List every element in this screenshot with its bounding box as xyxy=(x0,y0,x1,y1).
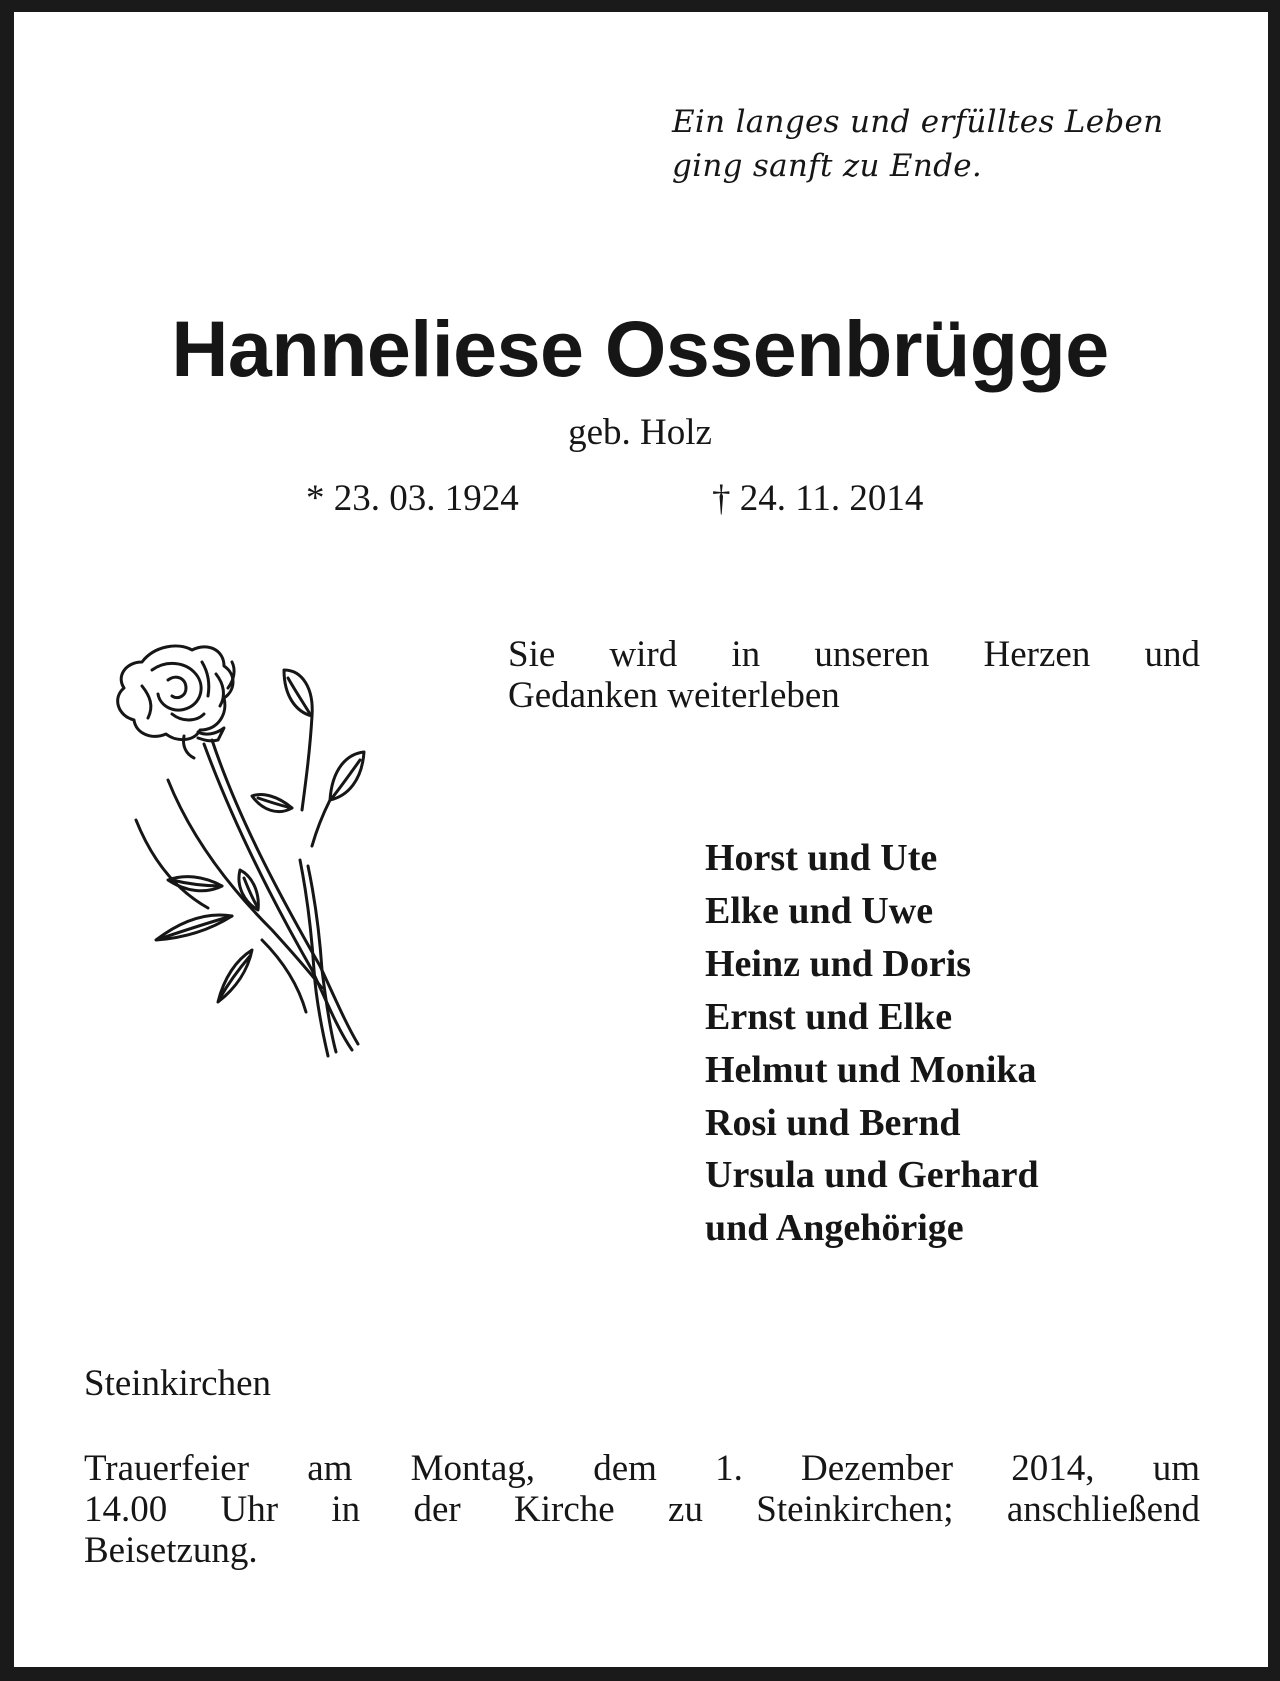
survivor-entry: Horst und Ute xyxy=(705,837,938,879)
funeral-line-1: Trauerfeier am Montag, dem 1. Dezember 2014, um xyxy=(84,1448,1200,1489)
verse-line-2: Gedanken weiterleben xyxy=(508,675,840,716)
survivor-entry: Rosi und Bernd xyxy=(705,1101,961,1144)
death-date: † 24. 11. 2014 xyxy=(712,478,924,519)
survivor-entry: und Angehörige xyxy=(705,1207,964,1250)
funeral-line-2: 14.00 Uhr in der Kirche zu Steinkirchen; anschließend xyxy=(84,1489,1200,1530)
survivor-entry: Elke und Uwe xyxy=(705,889,934,932)
funeral-notice xyxy=(84,1448,1200,1571)
survivors-list xyxy=(705,832,1039,1255)
survivor-entry: Ernst und Elke xyxy=(705,995,953,1038)
verse-line-1: Sie wird in unseren Herzen und xyxy=(508,634,1200,675)
rose-icon xyxy=(112,640,402,1060)
birth-date: * 23. 03. 1924 xyxy=(306,478,519,519)
deceased-name: Hanneliese Ossenbrügge xyxy=(171,304,1109,393)
survivor-entry: Heinz und Doris xyxy=(705,942,972,985)
motto-line-2: ging sanft zu Ende. xyxy=(672,148,983,184)
place-name: Steinkirchen xyxy=(84,1363,272,1404)
memorial-verse xyxy=(508,634,1200,716)
survivor-entry: Helmut und Monika xyxy=(705,1048,1037,1091)
funeral-line-3: Beisetzung. xyxy=(84,1530,258,1571)
motto xyxy=(672,100,1232,188)
maiden-name: geb. Holz xyxy=(568,412,712,453)
motto-line-1: Ein langes und erfülltes Leben xyxy=(672,104,1164,140)
survivor-entry: Ursula und Gerhard xyxy=(705,1154,1039,1197)
